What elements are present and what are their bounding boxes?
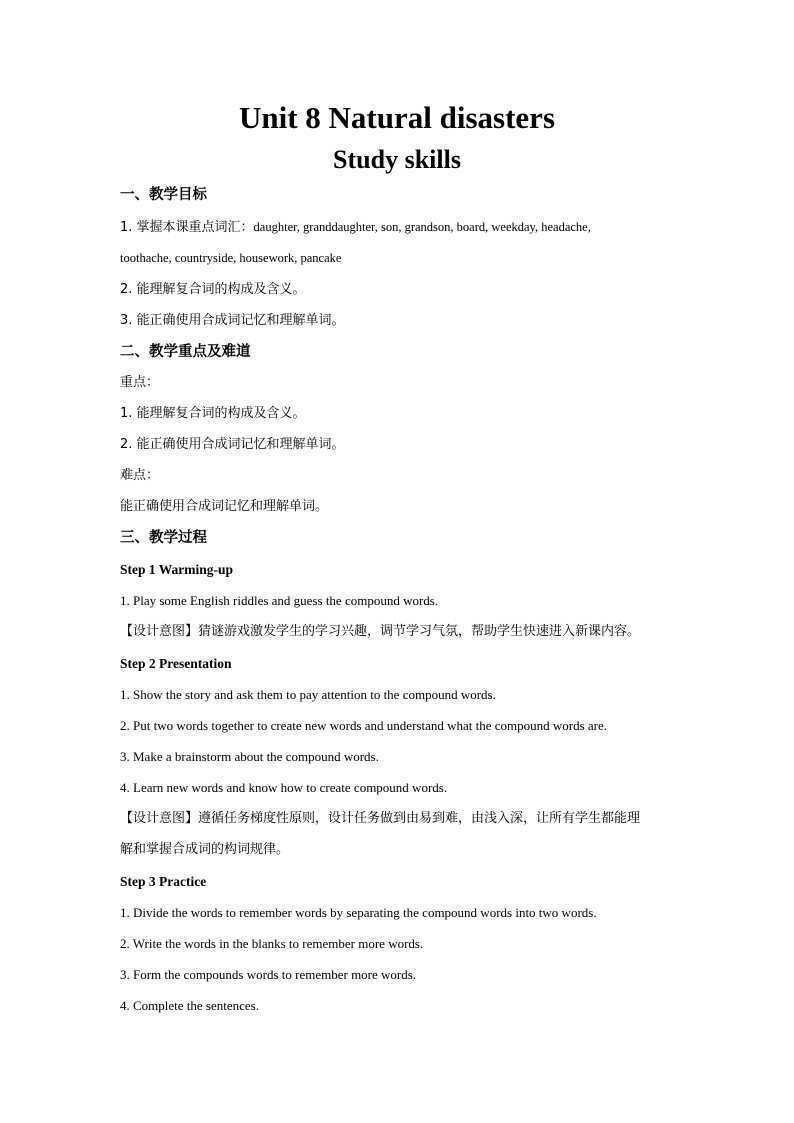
objective-item-1-words: daughter, granddaughter, son, grandson, board, weekday, headache, — [253, 220, 591, 234]
step-2-design-intent-line-2: 解和掌握合成词的构词规律。 — [120, 842, 290, 857]
step-2-item-3: 3. Make a brainstorm about the compound words. — [120, 749, 379, 764]
step-2-title: Step 2 Presentation — [120, 656, 232, 671]
step-2-item-2: 2. Put two words together to create new words and understand what the compound words are. — [120, 718, 608, 733]
objective-item-2: 2. 能理解复合词的构成及含义。 — [120, 282, 306, 297]
difficulty-point-1: 能正确使用合成词记忆和理解单词。 — [120, 499, 329, 514]
step-2-item-1: 1. Show the story and ask them to pay attention to the compound words. — [120, 687, 496, 702]
objective-item-1-prefix: 1. 掌握本课重点词汇： — [120, 220, 254, 235]
step-1-item-1: 1. Play some English riddles and guess the compound words. — [120, 593, 439, 608]
section-heading-key-points: 二、教学重点及难道 — [120, 344, 251, 360]
step-1-title: Step 1 Warming-up — [120, 562, 234, 577]
section-heading-objectives: 一、教学目标 — [120, 187, 207, 203]
step-3-title: Step 3 Practice — [120, 874, 207, 889]
step-3-item-3: 3. Form the compounds words to remember more words. — [120, 967, 417, 982]
step-3-item-1: 1. Divide the words to remember words by separating the compound words into two words. — [120, 905, 597, 920]
difficulty-label: 难点： — [120, 468, 160, 483]
document-subtitle: Study skills — [333, 145, 461, 174]
key-point-1: 1. 能理解复合词的构成及含义。 — [120, 406, 306, 421]
objective-item-1 — [120, 217, 690, 238]
key-point-2: 2. 能正确使用合成词记忆和理解单词。 — [120, 437, 345, 452]
section-heading-process: 三、教学过程 — [120, 530, 207, 546]
key-points-label: 重点： — [120, 375, 160, 390]
objective-item-3: 3. 能正确使用合成词记忆和理解单词。 — [120, 313, 345, 328]
step-2-design-intent-line-1: 【设计意图】遵循任务梯度性原则，设计任务做到由易到难，由浅入深，让所有学生都能理 — [120, 811, 641, 826]
step-1-design-intent: 【设计意图】猜谜游戏激发学生的学习兴趣，调节学习气氛，帮助学生快速进入新课内容。 — [120, 624, 641, 639]
objective-item-1-continued: toothache, countryside, housework, pancake — [120, 251, 342, 265]
document-title: Unit 8 Natural disasters — [238, 100, 556, 135]
step-2-item-4: 4. Learn new words and know how to create compound words. — [120, 780, 448, 795]
step-3-item-2: 2. Write the words in the blanks to remember more words. — [120, 936, 424, 951]
step-3-item-4: 4. Complete the sentences. — [120, 998, 259, 1013]
